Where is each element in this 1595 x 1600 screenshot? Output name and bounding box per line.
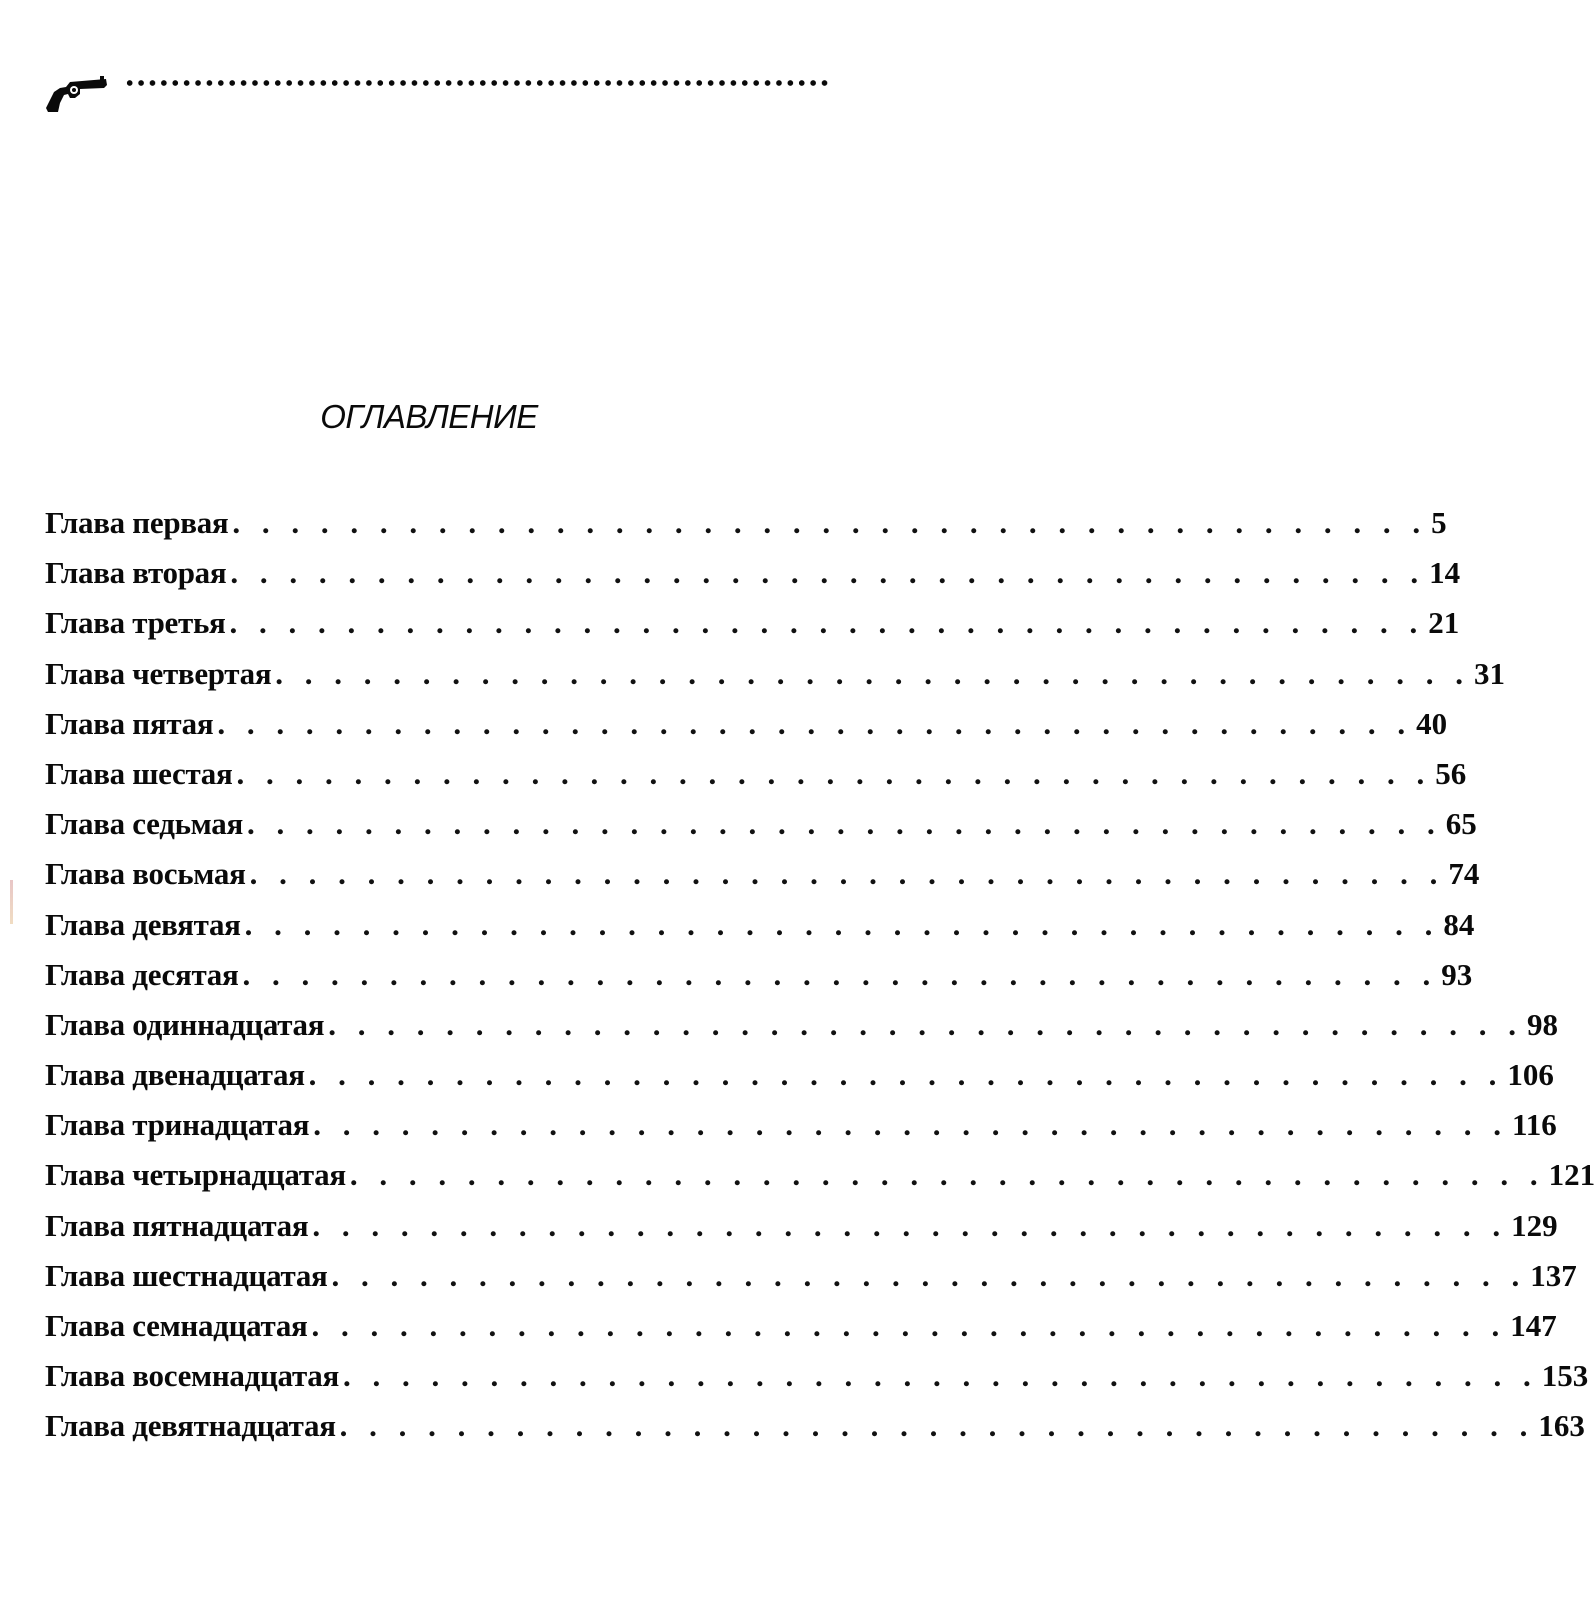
page-edge-mark xyxy=(10,880,13,924)
toc-entry xyxy=(45,548,1461,598)
toc-entry xyxy=(45,498,1447,548)
toc-entry-label: Глава шестая xyxy=(45,755,233,791)
toc-entry xyxy=(45,950,1473,1000)
toc-entry-page: 121 xyxy=(1548,1157,1595,1193)
toc-entry-label: Глава вторая xyxy=(45,555,227,591)
toc-dot-leader: . . . . . . . . . . . . . . . . . . . . . . . . . . . . . . . . . . . . . . . . . xyxy=(308,1057,1504,1093)
toc-dot-leader: . . . . . . . . . . . . . . . . . . . . . . . . . . . . . . . . . . . . . . . . . xyxy=(342,1358,1538,1394)
toc-entry-label: Глава восемнадцатая xyxy=(45,1358,339,1394)
toc-entry-label: Глава шестнадцатая xyxy=(45,1257,328,1293)
toc-dot-leader: . . . . . . . . . . . . . . . . . . . . . . . . . . . . . . . . . . . . . . . . . xyxy=(331,1257,1527,1293)
toc-dot-leader: . . . . . . . . . . . . . . . . . . . . . . . . . . . . . . . . . . . . . . . . . xyxy=(275,655,1471,691)
header-ornament xyxy=(44,70,829,110)
toc-entry-page: 147 xyxy=(1510,1308,1557,1343)
toc-entry-label: Глава седьмая xyxy=(45,806,243,842)
toc-entry-label: Глава пятая xyxy=(45,705,214,741)
toc-entry xyxy=(45,1000,1558,1050)
toc-dot-leader: . . . . . . . . . . . . . . . . . . . . . . . . . . . . . . . . . . . . . . . . . xyxy=(312,1207,1508,1243)
toc-entry xyxy=(45,1100,1557,1150)
toc-entry-page: 93 xyxy=(1441,956,1473,992)
toc-entry-label: Глава тринадцатая xyxy=(45,1107,310,1143)
toc-entry-label: Глава девятнадцатая xyxy=(45,1408,336,1444)
toc-entry-label: Глава пятнадцатая xyxy=(45,1207,309,1243)
toc-entry-page: 40 xyxy=(1416,705,1448,741)
toc-entry xyxy=(45,1201,1558,1251)
toc-entry xyxy=(45,1351,1589,1401)
toc-entry xyxy=(45,1050,1554,1100)
toc-entry-page: 74 xyxy=(1448,856,1480,892)
toc-list xyxy=(45,498,1595,1452)
toc-dot-leader: . . . . . . . . . . . . . . . . . . . . . . . . . . . . . . . . . . . . . . . . . xyxy=(313,1107,1508,1143)
toc-dot-leader: . . . . . . . . . . . . . . . . . . . . . . . . . . . . . . . . . . . . . . . . . xyxy=(232,505,1428,540)
toc-entry-label: Глава четырнадцатая xyxy=(45,1157,346,1193)
toc-entry-label: Глава одиннадцатая xyxy=(45,1006,325,1042)
toc-entry xyxy=(45,849,1480,899)
toc-dot-leader: . . . . . . . . . . . . . . . . . . . . . . . . . . . . . . . . . . . . . . . . . xyxy=(328,1006,1523,1042)
toc-dot-leader: . . . . . . . . . . . . . . . . . . . . . . . . . . . . . . . . . . . . . . . . . xyxy=(244,906,1440,942)
toc-entry-page: 5 xyxy=(1431,505,1447,540)
toc-entry xyxy=(45,799,1477,849)
toc-entry-page: 129 xyxy=(1511,1207,1558,1243)
toc-entry xyxy=(45,699,1448,749)
toc-entry-label: Глава семнадцатая xyxy=(45,1308,308,1343)
toc-entry-page: 116 xyxy=(1511,1107,1557,1143)
toc-entry-label: Глава третья xyxy=(45,605,226,641)
toc-entry-page: 31 xyxy=(1474,655,1506,691)
toc-title: ОГЛАВЛЕНИЕ xyxy=(320,398,538,435)
toc-entry xyxy=(45,1251,1577,1301)
toc-dot-leader: . . . . . . . . . . . . . . . . . . . . . . . . . . . . . . . . . . . . . . . . . xyxy=(339,1408,1535,1444)
toc-entry xyxy=(45,1401,1585,1451)
toc-entry-page: 56 xyxy=(1435,755,1467,791)
revolver-icon xyxy=(44,74,110,114)
toc-entry-page: 84 xyxy=(1443,906,1475,942)
toc-dot-leader: . . . . . . . . . . . . . . . . . . . . . . . . . . . . . . . . . . . . . . . . . xyxy=(230,555,1426,591)
toc-entry-label: Глава четвертая xyxy=(45,655,272,691)
toc-entry-page: 21 xyxy=(1428,605,1460,641)
toc-entry xyxy=(45,598,1460,648)
toc-dot-leader: . . . . . . . . . . . . . . . . . . . . . . . . . . . . . . . . . . . . . . . . . xyxy=(311,1308,1507,1343)
toc-dot-leader: . . . . . . . . . . . . . . . . . . . . . . . . . . . . . . . . . . . . . . . . . xyxy=(246,806,1442,842)
toc-entry-page: 14 xyxy=(1429,555,1461,591)
toc-entry-label: Глава двенадцатая xyxy=(45,1057,305,1093)
toc-entry-label: Глава первая xyxy=(45,505,229,540)
toc-entry-page: 137 xyxy=(1530,1257,1577,1293)
toc-entry xyxy=(45,1150,1595,1200)
toc-dot-leader: . . . . . . . . . . . . . . . . . . . . . . . . . . . . . . . . . . . . . . . . . xyxy=(217,705,1413,741)
toc-entry xyxy=(45,1301,1557,1351)
toc-entry-page: 106 xyxy=(1507,1057,1554,1093)
toc-entry xyxy=(45,900,1475,950)
toc-entry-page: 98 xyxy=(1526,1006,1558,1042)
dotted-rule xyxy=(124,79,829,87)
toc-entry-label: Глава десятая xyxy=(45,956,239,992)
toc-entry-page: 153 xyxy=(1541,1358,1589,1394)
toc-entry-page: 163 xyxy=(1538,1408,1585,1444)
toc-dot-leader: . . . . . . . . . . . . . . . . . . . . . . . . . . . . . . . . . . . . . . . . . xyxy=(349,1157,1545,1193)
toc-entry-page: 65 xyxy=(1445,806,1477,842)
toc-dot-leader: . . . . . . . . . . . . . . . . . . . . . . . . . . . . . . . . . . . . . . . . . xyxy=(236,755,1432,791)
toc-dot-leader: . . . . . . . . . . . . . . . . . . . . . . . . . . . . . . . . . . . . . . . . . xyxy=(242,956,1438,992)
toc-dot-leader: . . . . . . . . . . . . . . . . . . . . . . . . . . . . . . . . . . . . . . . . . xyxy=(249,856,1445,892)
toc-dot-leader: . . . . . . . . . . . . . . . . . . . . . . . . . . . . . . . . . . . . . . . . . xyxy=(229,605,1425,641)
toc-entry-label: Глава девятая xyxy=(45,906,241,942)
toc-entry-label: Глава восьмая xyxy=(45,856,246,892)
toc-entry xyxy=(45,649,1506,699)
toc-entry xyxy=(45,749,1467,799)
